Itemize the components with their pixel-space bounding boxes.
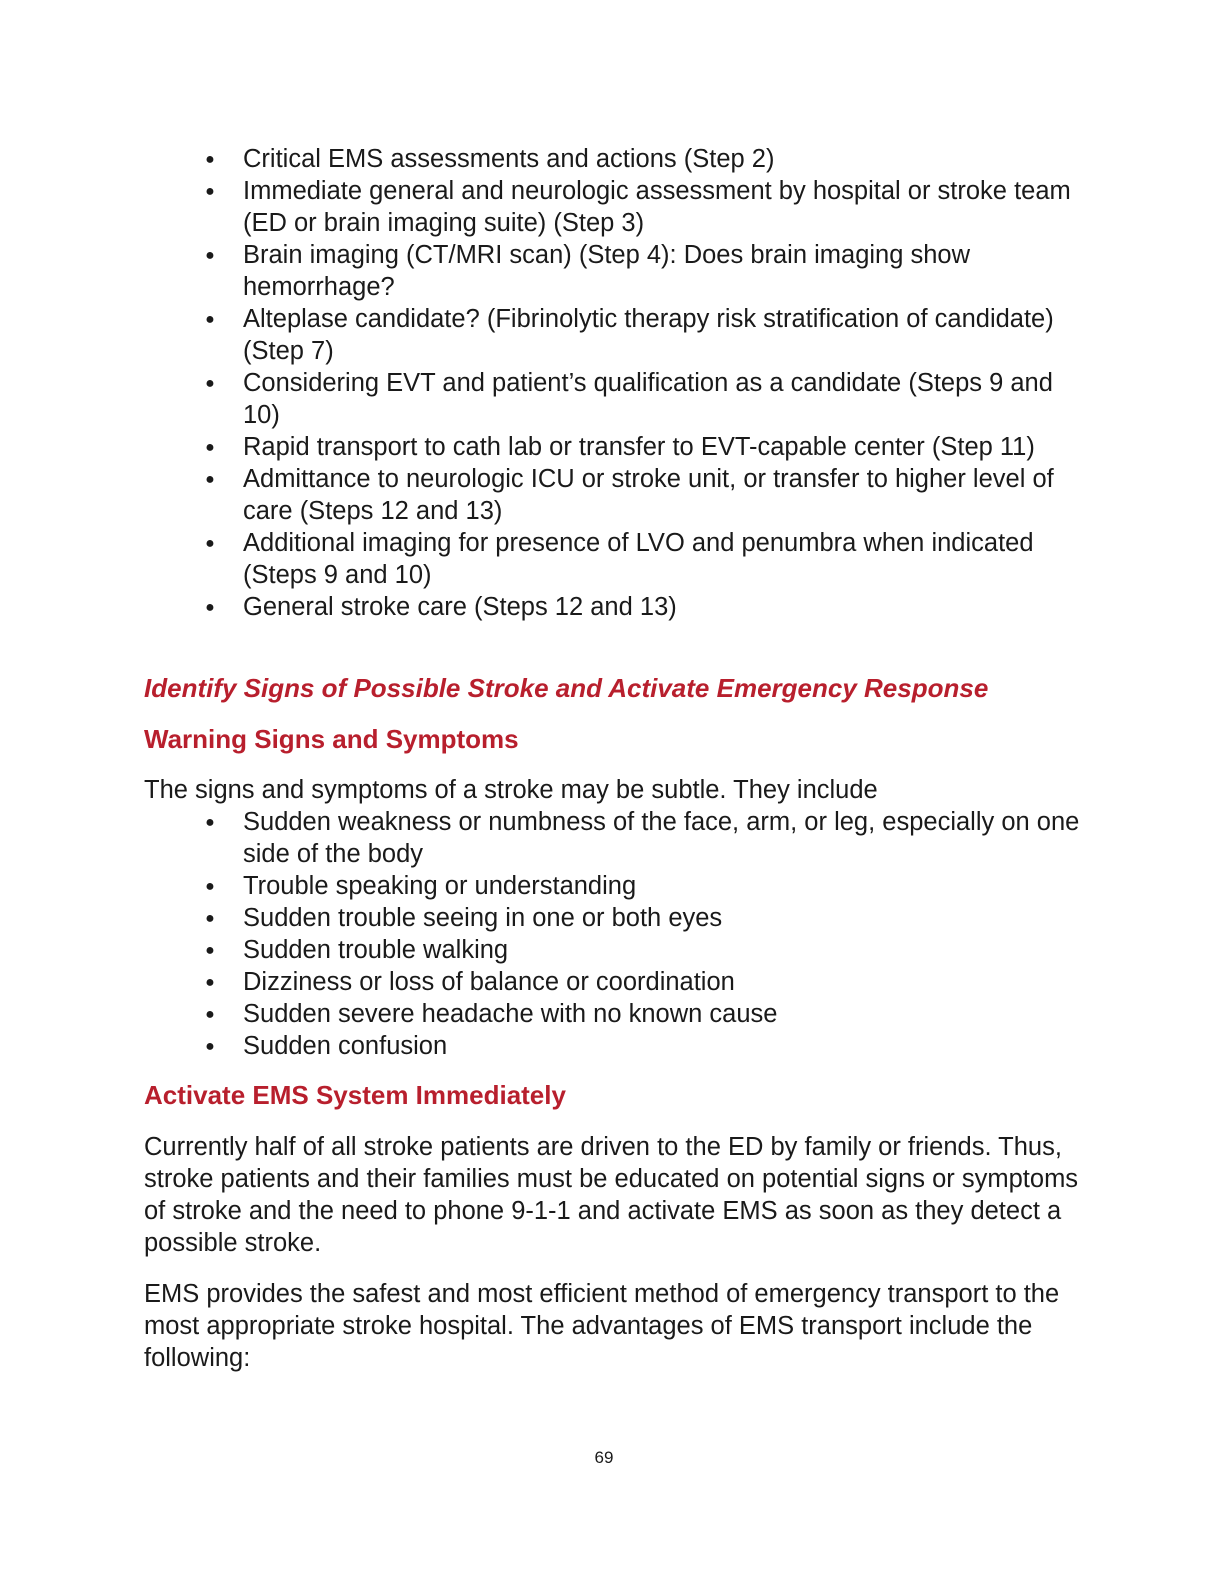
bullet-icon: ● [205,471,215,488]
list-item [200,591,1080,623]
list-item [200,934,1080,966]
bullet-icon: ● [205,599,215,616]
bullet-icon: ● [205,974,215,991]
list-item-text: Considering EVT and patient’s qualification as a candidate (Steps 9 and 10) [243,369,1053,429]
list-item [200,998,1080,1030]
bullet-icon: ● [205,1006,215,1023]
list-item-text: Additional imaging for presence of LVO and penumbra when indicated (Steps 9 and 10) [243,529,1034,589]
list-item [200,431,1080,463]
list-item [200,175,1080,239]
list-item [200,806,1080,870]
page-number: 69 [594,1448,614,1467]
bullet-icon: ● [205,878,215,895]
bullet-icon: ● [205,183,215,200]
list-item-text: Sudden weakness or numbness of the face, arm, or leg, especially on one side of the body [243,808,1080,868]
list-item-text: Admittance to neurologic ICU or stroke unit, or transfer to higher level of care (Steps 12 and 13) [243,465,1054,525]
warning-signs-list [200,806,1080,1062]
list-item [200,527,1080,591]
list-item-text: Sudden trouble walking [243,936,509,964]
activate-paragraph-2: EMS provides the safest and most efficient method of emergency transport to the most appropriate stroke hospital. The advantages of EMS transport include the following: [144,1280,1060,1372]
bullet-icon: ● [205,535,215,552]
activate-paragraph-1: Currently half of all stroke patients are driven to the ED by family or friends. Thus, stroke patients and their families must be educated on potential signs or symptoms of stroke and the need to phone 9-1-1 and activate EMS as soon as they detect a possible stroke. [144,1133,1079,1257]
list-item-text: Sudden trouble seeing in one or both eyes [243,904,723,932]
bullet-icon: ● [205,375,215,392]
bullet-icon: ● [205,151,215,168]
activate-ems-heading: Activate EMS System Immediately [144,1080,566,1110]
bullet-icon: ● [205,910,215,927]
list-item [200,1030,1080,1062]
list-item [200,239,1080,303]
list-item-text: Critical EMS assessments and actions (Step 2) [243,145,775,173]
list-item-text: General stroke care (Steps 12 and 13) [243,593,677,621]
list-item [200,303,1080,367]
list-item [200,367,1080,431]
section-heading: Identify Signs of Possible Stroke and Activate Emergency Response [144,673,989,703]
list-item-text: Dizziness or loss of balance or coordination [243,968,735,996]
steps-bullet-list [200,143,1080,623]
bullet-icon: ● [205,942,215,959]
list-item-text: Rapid transport to cath lab or transfer to EVT-capable center (Step 11) [243,433,1035,461]
list-item-text: Sudden confusion [243,1032,448,1060]
warning-signs-heading: Warning Signs and Symptoms [144,724,519,754]
list-item [200,870,1080,902]
list-item [200,143,1080,175]
list-item-text: Brain imaging (CT/MRI scan) (Step 4): Does brain imaging show hemorrhage? [243,241,971,301]
bullet-icon: ● [205,247,215,264]
list-item-text: Sudden severe headache with no known cause [243,1000,778,1028]
bullet-icon: ● [205,814,215,831]
list-item-text: Alteplase candidate? (Fibrinolytic therapy risk stratification of candidate) (Step 7) [243,305,1054,365]
bullet-icon: ● [205,439,215,456]
list-item-text: Trouble speaking or understanding [243,872,637,900]
bullet-icon: ● [205,311,215,328]
list-item [200,463,1080,527]
bullet-icon: ● [205,1038,215,1055]
list-item-text: Immediate general and neurologic assessment by hospital or stroke team (ED or brain imaging suite) (Step 3) [243,177,1071,237]
list-item [200,966,1080,998]
warning-intro-text: The signs and symptoms of a stroke may be subtle. They include [144,776,878,804]
list-item [200,902,1080,934]
